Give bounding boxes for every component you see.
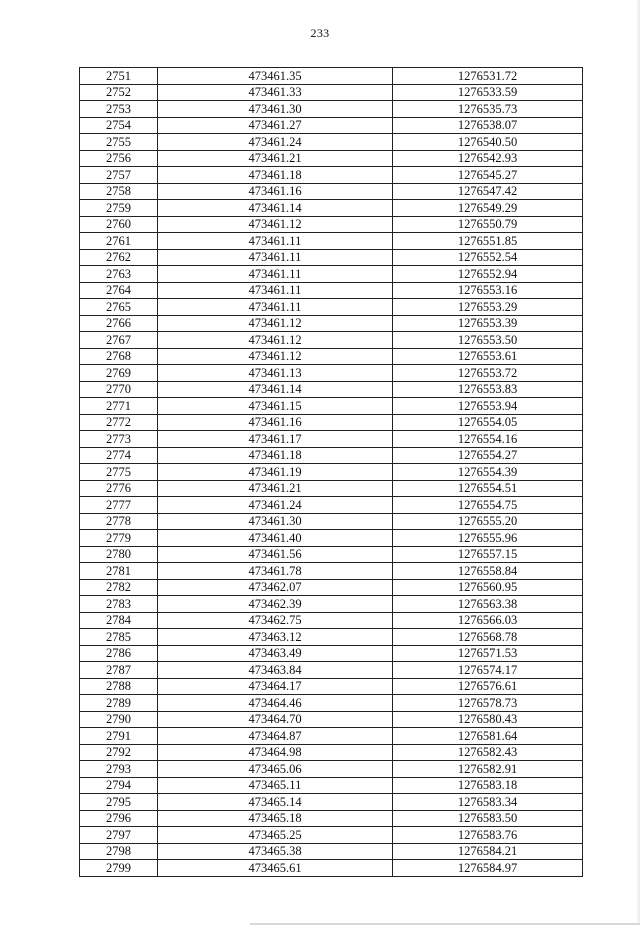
x-coordinate-cell: 473461.17 (158, 431, 393, 448)
y-coordinate-cell: 1276578.73 (393, 695, 583, 712)
y-coordinate-cell: 1276554.05 (393, 414, 583, 431)
coordinates-table (79, 67, 583, 877)
y-coordinate-cell: 1276554.27 (393, 447, 583, 464)
point-number-cell: 2792 (80, 744, 158, 761)
y-coordinate-cell: 1276554.16 (393, 431, 583, 448)
point-number-cell: 2798 (80, 843, 158, 860)
point-number-cell: 2787 (80, 662, 158, 679)
point-number-cell: 2761 (80, 233, 158, 250)
point-number-cell: 2772 (80, 414, 158, 431)
table-row (80, 777, 583, 794)
table-row (80, 101, 583, 118)
point-number-cell: 2788 (80, 678, 158, 695)
x-coordinate-cell: 473464.87 (158, 728, 393, 745)
x-coordinate-cell: 473464.98 (158, 744, 393, 761)
table-row (80, 678, 583, 695)
table-row (80, 695, 583, 712)
point-number-cell: 2778 (80, 513, 158, 530)
point-number-cell: 2785 (80, 629, 158, 646)
y-coordinate-cell: 1276545.27 (393, 167, 583, 184)
y-coordinate-cell: 1276555.96 (393, 530, 583, 547)
x-coordinate-cell: 473461.27 (158, 117, 393, 134)
x-coordinate-cell: 473461.16 (158, 183, 393, 200)
y-coordinate-cell: 1276576.61 (393, 678, 583, 695)
y-coordinate-cell: 1276574.17 (393, 662, 583, 679)
y-coordinate-cell: 1276558.84 (393, 563, 583, 580)
table-row (80, 843, 583, 860)
table-row (80, 348, 583, 365)
table-row (80, 183, 583, 200)
y-coordinate-cell: 1276580.43 (393, 711, 583, 728)
x-coordinate-cell: 473462.39 (158, 596, 393, 613)
point-number-cell: 2793 (80, 761, 158, 778)
y-coordinate-cell: 1276552.54 (393, 249, 583, 266)
x-coordinate-cell: 473461.11 (158, 299, 393, 316)
x-coordinate-cell: 473463.49 (158, 645, 393, 662)
y-coordinate-cell: 1276540.50 (393, 134, 583, 151)
point-number-cell: 2759 (80, 200, 158, 217)
y-coordinate-cell: 1276582.91 (393, 761, 583, 778)
table-row (80, 794, 583, 811)
y-coordinate-cell: 1276583.50 (393, 810, 583, 827)
point-number-cell: 2753 (80, 101, 158, 118)
point-number-cell: 2763 (80, 266, 158, 283)
x-coordinate-cell: 473464.70 (158, 711, 393, 728)
x-coordinate-cell: 473461.14 (158, 200, 393, 217)
point-number-cell: 2754 (80, 117, 158, 134)
point-number-cell: 2767 (80, 332, 158, 349)
scan-edge-shadow (636, 0, 640, 925)
point-number-cell: 2779 (80, 530, 158, 547)
point-number-cell: 2757 (80, 167, 158, 184)
y-coordinate-cell: 1276566.03 (393, 612, 583, 629)
y-coordinate-cell: 1276583.34 (393, 794, 583, 811)
y-coordinate-cell: 1276552.94 (393, 266, 583, 283)
table-row (80, 134, 583, 151)
table-row (80, 68, 583, 85)
table-row (80, 464, 583, 481)
x-coordinate-cell: 473461.14 (158, 381, 393, 398)
y-coordinate-cell: 1276557.15 (393, 546, 583, 563)
x-coordinate-cell: 473462.07 (158, 579, 393, 596)
x-coordinate-cell: 473461.30 (158, 101, 393, 118)
point-number-cell: 2783 (80, 596, 158, 613)
x-coordinate-cell: 473461.21 (158, 480, 393, 497)
table-row (80, 365, 583, 382)
point-number-cell: 2775 (80, 464, 158, 481)
table-row (80, 530, 583, 547)
y-coordinate-cell: 1276583.18 (393, 777, 583, 794)
x-coordinate-cell: 473461.11 (158, 249, 393, 266)
x-coordinate-cell: 473461.11 (158, 266, 393, 283)
table-row (80, 200, 583, 217)
table-row (80, 645, 583, 662)
x-coordinate-cell: 473461.30 (158, 513, 393, 530)
table-row (80, 761, 583, 778)
table-row (80, 167, 583, 184)
x-coordinate-cell: 473461.78 (158, 563, 393, 580)
point-number-cell: 2786 (80, 645, 158, 662)
table-row (80, 480, 583, 497)
table-row (80, 414, 583, 431)
point-number-cell: 2769 (80, 365, 158, 382)
y-coordinate-cell: 1276553.83 (393, 381, 583, 398)
table-row (80, 596, 583, 613)
table-row (80, 513, 583, 530)
point-number-cell: 2784 (80, 612, 158, 629)
x-coordinate-cell: 473461.13 (158, 365, 393, 382)
y-coordinate-cell: 1276582.43 (393, 744, 583, 761)
y-coordinate-cell: 1276551.85 (393, 233, 583, 250)
x-coordinate-cell: 473461.12 (158, 216, 393, 233)
y-coordinate-cell: 1276553.94 (393, 398, 583, 415)
point-number-cell: 2755 (80, 134, 158, 151)
point-number-cell: 2758 (80, 183, 158, 200)
table-row (80, 117, 583, 134)
y-coordinate-cell: 1276584.21 (393, 843, 583, 860)
table-row (80, 728, 583, 745)
table-row (80, 563, 583, 580)
point-number-cell: 2799 (80, 860, 158, 877)
table-row (80, 315, 583, 332)
point-number-cell: 2776 (80, 480, 158, 497)
y-coordinate-cell: 1276568.78 (393, 629, 583, 646)
point-number-cell: 2762 (80, 249, 158, 266)
point-number-cell: 2796 (80, 810, 158, 827)
table-row (80, 827, 583, 844)
point-number-cell: 2756 (80, 150, 158, 167)
table-row (80, 216, 583, 233)
x-coordinate-cell: 473461.35 (158, 68, 393, 85)
y-coordinate-cell: 1276542.93 (393, 150, 583, 167)
x-coordinate-cell: 473461.24 (158, 134, 393, 151)
point-number-cell: 2773 (80, 431, 158, 448)
table-row (80, 447, 583, 464)
y-coordinate-cell: 1276553.16 (393, 282, 583, 299)
table-row (80, 431, 583, 448)
table-row (80, 662, 583, 679)
table-row (80, 629, 583, 646)
x-coordinate-cell: 473461.11 (158, 282, 393, 299)
x-coordinate-cell: 473461.12 (158, 348, 393, 365)
x-coordinate-cell: 473465.06 (158, 761, 393, 778)
x-coordinate-cell: 473464.17 (158, 678, 393, 695)
y-coordinate-cell: 1276584.97 (393, 860, 583, 877)
x-coordinate-cell: 473461.12 (158, 332, 393, 349)
x-coordinate-cell: 473464.46 (158, 695, 393, 712)
y-coordinate-cell: 1276553.61 (393, 348, 583, 365)
x-coordinate-cell: 473463.84 (158, 662, 393, 679)
table-row (80, 744, 583, 761)
table-row (80, 579, 583, 596)
point-number-cell: 2780 (80, 546, 158, 563)
x-coordinate-cell: 473465.11 (158, 777, 393, 794)
table-row (80, 282, 583, 299)
x-coordinate-cell: 473461.16 (158, 414, 393, 431)
y-coordinate-cell: 1276553.72 (393, 365, 583, 382)
x-coordinate-cell: 473461.12 (158, 315, 393, 332)
x-coordinate-cell: 473461.18 (158, 447, 393, 464)
point-number-cell: 2765 (80, 299, 158, 316)
x-coordinate-cell: 473461.15 (158, 398, 393, 415)
y-coordinate-cell: 1276553.29 (393, 299, 583, 316)
point-number-cell: 2781 (80, 563, 158, 580)
point-number-cell: 2774 (80, 447, 158, 464)
x-coordinate-cell: 473461.18 (158, 167, 393, 184)
x-coordinate-cell: 473465.25 (158, 827, 393, 844)
x-coordinate-cell: 473465.61 (158, 860, 393, 877)
table-row (80, 860, 583, 877)
y-coordinate-cell: 1276555.20 (393, 513, 583, 530)
x-coordinate-cell: 473461.56 (158, 546, 393, 563)
table-row (80, 299, 583, 316)
table-row (80, 810, 583, 827)
y-coordinate-cell: 1276583.76 (393, 827, 583, 844)
point-number-cell: 2764 (80, 282, 158, 299)
point-number-cell: 2752 (80, 84, 158, 101)
y-coordinate-cell: 1276554.75 (393, 497, 583, 514)
page-number: 233 (310, 26, 330, 40)
y-coordinate-cell: 1276553.50 (393, 332, 583, 349)
point-number-cell: 2797 (80, 827, 158, 844)
table-row (80, 546, 583, 563)
y-coordinate-cell: 1276538.07 (393, 117, 583, 134)
coordinates-table-body (80, 68, 583, 877)
x-coordinate-cell: 473465.14 (158, 794, 393, 811)
table-row (80, 266, 583, 283)
y-coordinate-cell: 1276554.51 (393, 480, 583, 497)
y-coordinate-cell: 1276550.79 (393, 216, 583, 233)
x-coordinate-cell: 473461.19 (158, 464, 393, 481)
table-row (80, 711, 583, 728)
y-coordinate-cell: 1276553.39 (393, 315, 583, 332)
table-row (80, 84, 583, 101)
x-coordinate-cell: 473462.75 (158, 612, 393, 629)
y-coordinate-cell: 1276547.42 (393, 183, 583, 200)
table-row (80, 612, 583, 629)
point-number-cell: 2770 (80, 381, 158, 398)
point-number-cell: 2760 (80, 216, 158, 233)
point-number-cell: 2768 (80, 348, 158, 365)
y-coordinate-cell: 1276531.72 (393, 68, 583, 85)
point-number-cell: 2782 (80, 579, 158, 596)
x-coordinate-cell: 473461.21 (158, 150, 393, 167)
point-number-cell: 2791 (80, 728, 158, 745)
y-coordinate-cell: 1276581.64 (393, 728, 583, 745)
point-number-cell: 2794 (80, 777, 158, 794)
y-coordinate-cell: 1276533.59 (393, 84, 583, 101)
table-row (80, 233, 583, 250)
point-number-cell: 2771 (80, 398, 158, 415)
x-coordinate-cell: 473461.11 (158, 233, 393, 250)
table-row (80, 332, 583, 349)
point-number-cell: 2766 (80, 315, 158, 332)
table-row (80, 381, 583, 398)
x-coordinate-cell: 473465.18 (158, 810, 393, 827)
table-row (80, 398, 583, 415)
y-coordinate-cell: 1276535.73 (393, 101, 583, 118)
x-coordinate-cell: 473463.12 (158, 629, 393, 646)
point-number-cell: 2795 (80, 794, 158, 811)
x-coordinate-cell: 473461.40 (158, 530, 393, 547)
point-number-cell: 2777 (80, 497, 158, 514)
y-coordinate-cell: 1276563.38 (393, 596, 583, 613)
table-row (80, 150, 583, 167)
y-coordinate-cell: 1276549.29 (393, 200, 583, 217)
point-number-cell: 2751 (80, 68, 158, 85)
y-coordinate-cell: 1276554.39 (393, 464, 583, 481)
table-row (80, 249, 583, 266)
point-number-cell: 2789 (80, 695, 158, 712)
table-row (80, 497, 583, 514)
y-coordinate-cell: 1276571.53 (393, 645, 583, 662)
x-coordinate-cell: 473461.24 (158, 497, 393, 514)
x-coordinate-cell: 473461.33 (158, 84, 393, 101)
y-coordinate-cell: 1276560.95 (393, 579, 583, 596)
point-number-cell: 2790 (80, 711, 158, 728)
x-coordinate-cell: 473465.38 (158, 843, 393, 860)
